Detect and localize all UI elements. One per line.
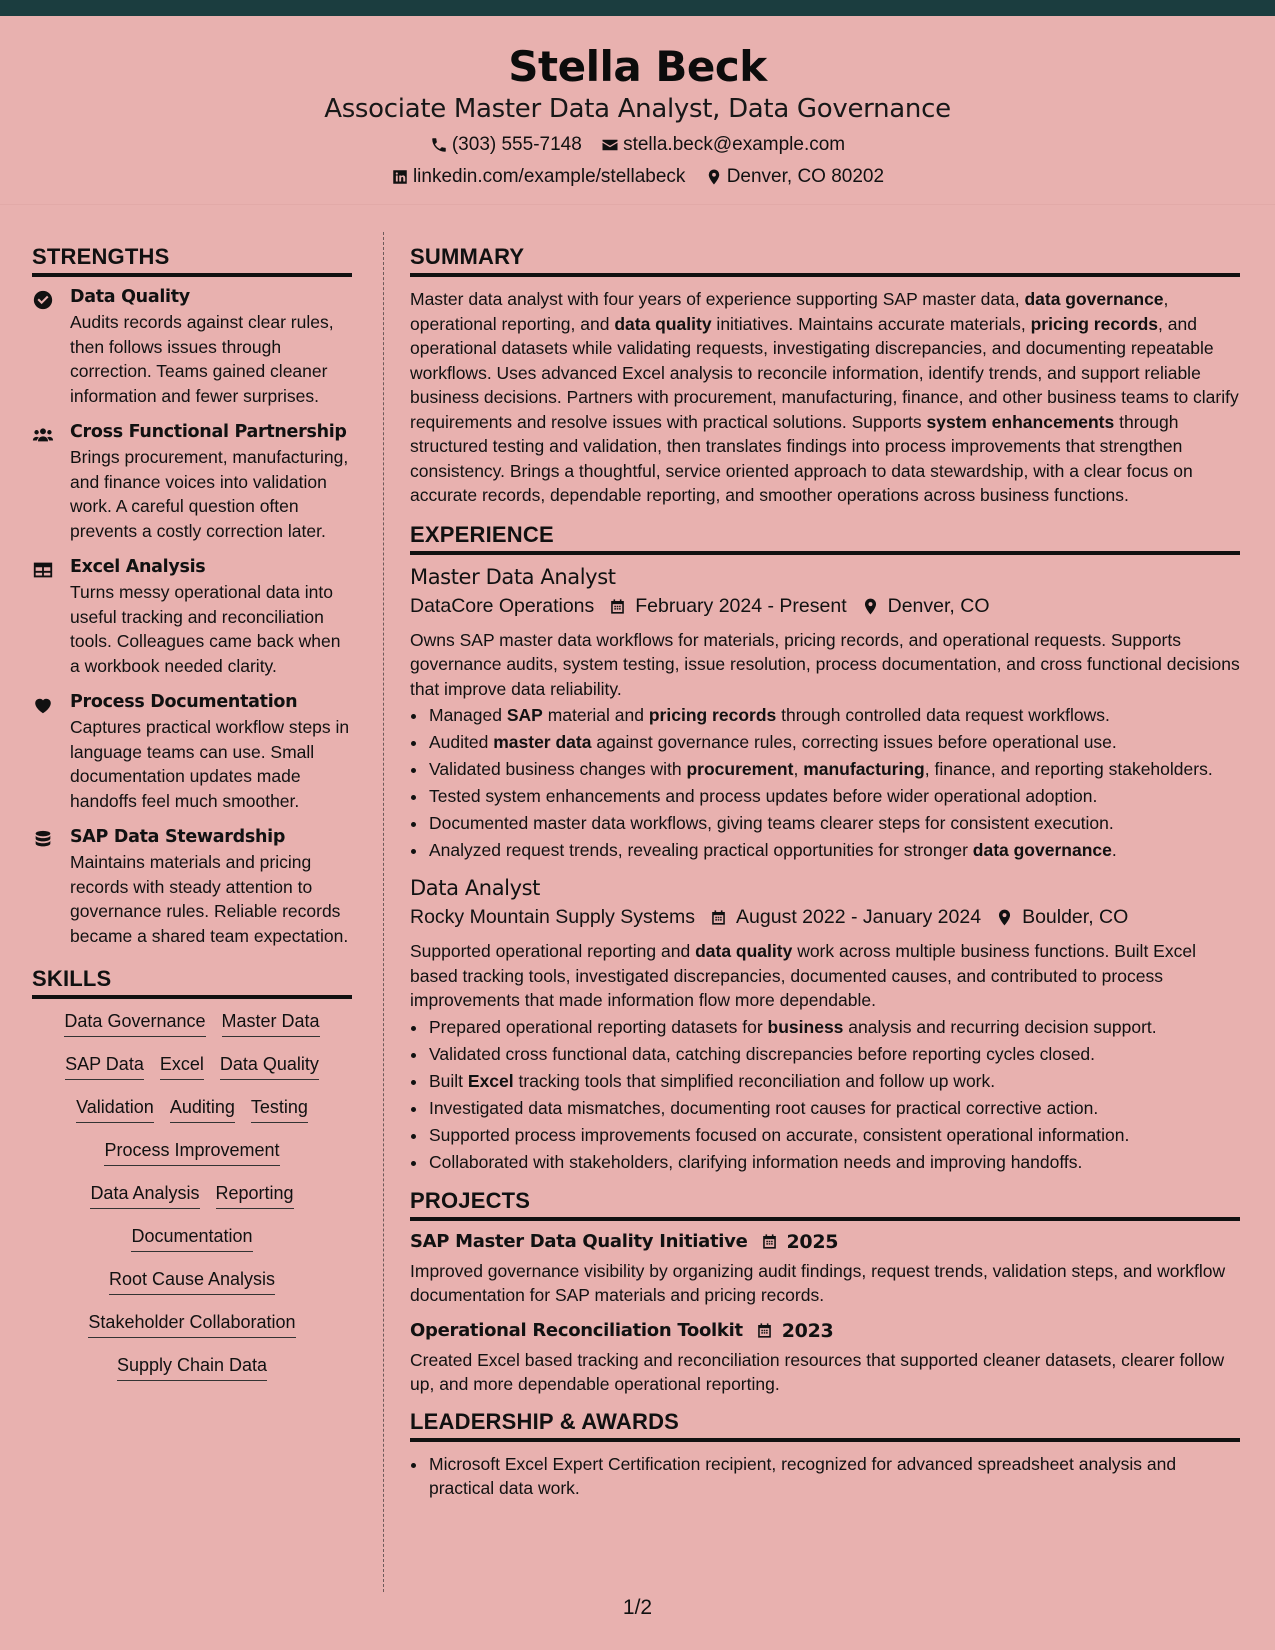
awards-heading: LEADERSHIP & AWARDS	[410, 1409, 1240, 1442]
skill-row	[32, 1009, 352, 1037]
job-description: Owns SAP master data workflows for materials, pricing records, and operational requests. Supports governance audits, system testing, issue resolution, process documentation, and cross functional decisions that improve data reliability.	[410, 629, 1240, 699]
text-span: , and operational datasets while validating requests, investigating discrepancies, and documenting repeatable workflows. Uses advanced Excel analysis to reconcile information, identify trends, and support reliable business decisions. Partners with procurement, manufacturing, finance, and other business teams to clarify requirements and resolve issues with practical solutions. Supports	[410, 313, 1239, 432]
skill-tag: Data Analysis	[90, 1181, 199, 1209]
map-pin-icon	[981, 908, 1022, 927]
contact-line-2	[0, 166, 1275, 192]
bold-keyword: manufacturing	[803, 759, 925, 779]
text-span: Investigated data mismatches, documenting root causes for practical corrective action.	[429, 1097, 1099, 1118]
skills-list	[32, 1009, 352, 1381]
company-name: Rocky Mountain Supply Systems	[410, 906, 696, 928]
job-title: Master Data Analyst	[410, 564, 616, 589]
job-location: Denver, CO	[887, 594, 990, 617]
skill-row	[32, 1267, 352, 1295]
column-divider	[383, 232, 384, 1592]
strength-item	[32, 692, 352, 813]
phone-contact[interactable]	[430, 134, 582, 156]
skill-tag: Data Quality	[220, 1052, 319, 1080]
awards-list	[410, 1452, 1240, 1500]
skill-tag: Master Data	[222, 1009, 320, 1037]
strength-title: Excel Analysis	[70, 557, 206, 577]
bullet-item	[428, 838, 1240, 862]
text-span: tracking tools that simplified reconciliation and follow up work.	[513, 1070, 996, 1091]
skill-row	[32, 1095, 352, 1123]
skill-tag: Reporting	[216, 1181, 294, 1209]
summary-heading: SUMMARY	[410, 244, 1240, 277]
location-text: Denver, CO 80202	[726, 166, 885, 187]
text-span: through controlled data request workflows.	[776, 705, 1110, 725]
users-icon	[32, 424, 56, 448]
strength-desc: Audits records against clear rules, then follows issues through correction. Teams gained cleaner information and fewer surprises.	[70, 312, 334, 406]
phone-icon	[430, 136, 448, 154]
bold-keyword: system enhancements	[926, 411, 1115, 432]
text-span: Supported operational reporting and	[410, 941, 696, 961]
project-header	[410, 1320, 1240, 1342]
job-meta	[410, 906, 1240, 929]
skill-tag: Supply Chain Data	[117, 1353, 267, 1381]
email-text: stella.beck@example.com	[623, 134, 846, 155]
text-span: ,	[793, 759, 804, 779]
skill-tag: Documentation	[131, 1224, 252, 1252]
strength-item	[32, 827, 352, 948]
strength-desc: Brings procurement, manufacturing, and finance voices into validation work. A careful question often prevents a costly correction later.	[70, 447, 349, 541]
bold-keyword: pricing records	[648, 705, 777, 725]
strength-body	[70, 422, 352, 543]
text-span: Analyzed request trends, revealing practical opportunities for stronger	[429, 840, 973, 860]
award-item: • Microsoft Excel Expert Certification recipient, recognized for advanced spreadsheet analysis and practical data work.	[428, 1452, 1240, 1500]
strength-item	[32, 287, 352, 408]
skill-tag: Testing	[251, 1095, 308, 1123]
job-dates: February 2024 - Present	[635, 594, 847, 617]
bullet-item	[428, 730, 1240, 754]
skill-tag: Root Cause Analysis	[109, 1267, 275, 1295]
bold-keyword: procurement	[686, 759, 794, 779]
email-contact[interactable]	[601, 134, 845, 156]
bullet-item	[428, 1069, 1240, 1093]
strength-item	[32, 422, 352, 543]
strength-title: Process Documentation	[70, 692, 298, 712]
job-dates: August 2022 - January 2024	[736, 906, 982, 928]
strength-title: Cross Functional Partnership	[70, 422, 347, 442]
bold-keyword: pricing records	[1030, 313, 1158, 334]
text-span: , operational reporting, and	[410, 289, 1169, 334]
text-span: Validated business changes with	[429, 759, 687, 779]
skill-row	[32, 1052, 352, 1080]
text-span: Built	[429, 1070, 468, 1091]
text-span: .	[1111, 840, 1117, 860]
project-year: 2025	[786, 1230, 839, 1253]
strength-desc: Maintains materials and pricing records with steady attention to governance rules. Reliable records became a shared team expectation.	[70, 852, 349, 946]
linkedin-text: linkedin.com/example/stellabeck	[412, 166, 686, 187]
text-span: , finance, and reporting stakeholders.	[924, 759, 1213, 779]
phone-text: (303) 555-7148	[451, 134, 582, 155]
experience-list	[410, 565, 1240, 1174]
skill-row	[32, 1181, 352, 1209]
text-span: Prepared operational reporting datasets for	[429, 1016, 768, 1037]
bullet-item	[428, 1150, 1240, 1174]
skill-tag: Process Improvement	[104, 1138, 279, 1166]
projects-list	[410, 1231, 1240, 1397]
skill-tag: SAP Data	[65, 1052, 144, 1080]
text-span: Collaborated with stakeholders, clarifying information needs and improving handoffs.	[429, 1151, 1083, 1172]
text-span: Documented master data workflows, giving teams clearer steps for consistent execution.	[429, 813, 1114, 833]
strengths-heading: STRENGTHS	[32, 244, 352, 277]
skill-tag: Validation	[76, 1095, 154, 1123]
strength-title: Data Quality	[70, 287, 190, 307]
strength-body	[70, 287, 352, 408]
skill-tag: Excel	[160, 1052, 204, 1080]
database-icon	[32, 829, 56, 853]
strength-body	[70, 827, 352, 948]
text-span: against governance rules, correcting issues before operational use.	[591, 732, 1117, 752]
strength-title: SAP Data Stewardship	[70, 827, 286, 847]
text-span: Supported process improvements focused on accurate, consistent operational information.	[429, 1124, 1130, 1145]
job-meta	[410, 595, 1240, 618]
page-number: 1/2	[622, 1596, 653, 1619]
job-description	[410, 939, 1240, 1013]
strength-item	[32, 557, 352, 678]
bullet-item	[428, 1015, 1240, 1039]
text-span: material and	[542, 705, 649, 725]
project-year: 2023	[781, 1319, 834, 1342]
left-column	[32, 244, 352, 1396]
map-pin-icon	[847, 597, 888, 616]
project-title: SAP Master Data Quality Initiative	[410, 1231, 748, 1252]
bullet-item	[428, 784, 1240, 808]
check-circle-icon	[32, 289, 56, 313]
bold-keyword: data quality	[614, 313, 712, 334]
table-icon	[32, 559, 56, 583]
skill-row	[32, 1353, 352, 1381]
bold-keyword: master data	[493, 732, 592, 752]
right-column	[410, 244, 1240, 1514]
strength-body	[70, 692, 352, 813]
calendar-icon	[743, 1321, 782, 1340]
bold-keyword: business	[767, 1016, 844, 1037]
resume-header	[0, 16, 1275, 205]
project-title: Operational Reconciliation Toolkit	[410, 1320, 743, 1341]
text-span: work across multiple business functions. Built Excel based tracking tools, investigated discrepancies, documented causes, and contributed to process improvements that made information flow more dependable.	[410, 941, 1196, 1010]
skill-row	[32, 1310, 352, 1338]
text-span: Validated cross functional data, catching discrepancies before reporting cycles closed.	[429, 1043, 1096, 1064]
job-bullets	[410, 1015, 1240, 1174]
company-name: DataCore Operations	[410, 594, 595, 617]
bold-keyword: SAP	[506, 705, 543, 725]
bullet-item	[428, 1096, 1240, 1120]
summary-text	[410, 287, 1240, 508]
text-span: through structured testing and validation, then translates findings into process improvements that strengthen consistency. Brings a thoughtful, service oriented approach to data stewardship, with a clear focus on accurate records, dependable reporting, and smoother operations across business functions.	[410, 411, 1193, 505]
bullet-item	[428, 1123, 1240, 1147]
skill-tag: Stakeholder Collaboration	[88, 1310, 295, 1338]
bullet-item	[428, 703, 1240, 727]
text-span: initiatives. Maintains accurate materials,	[711, 313, 1031, 334]
strength-body	[70, 557, 352, 678]
calendar-icon	[594, 597, 635, 616]
skills-heading: SKILLS	[32, 966, 352, 999]
skill-tag: Data Governance	[64, 1009, 205, 1037]
skill-row	[32, 1224, 352, 1252]
calendar-icon	[748, 1232, 787, 1251]
bullet-item	[428, 757, 1240, 781]
text-span: Master data analyst with four years of experience supporting SAP master data,	[410, 289, 1025, 309]
project-description: Improved governance visibility by organizing audit findings, request trends, validation steps, and workflow documentation for SAP materials and pricing records.	[410, 1260, 1226, 1305]
text-span: analysis and recurring decision support.	[843, 1016, 1157, 1037]
location-contact	[705, 166, 884, 188]
candidate-name: Stella Beck	[508, 42, 767, 91]
job-location: Boulder, CO	[1022, 906, 1129, 928]
project-header	[410, 1231, 1240, 1253]
candidate-title: Associate Master Data Analyst, Data Governance	[324, 94, 951, 124]
bold-keyword: data governance	[1024, 289, 1164, 309]
experience-heading: EXPERIENCE	[410, 522, 1240, 555]
skill-row	[32, 1138, 352, 1166]
linkedin-contact[interactable]	[391, 166, 685, 188]
skill-tag: Auditing	[170, 1095, 235, 1123]
map-pin-icon	[705, 168, 723, 186]
bold-keyword: Excel	[467, 1070, 514, 1091]
projects-heading: PROJECTS	[410, 1188, 1240, 1221]
text-span: Audited	[429, 732, 494, 752]
strength-desc: Turns messy operational data into useful tracking and reconciliation tools. Colleagues came back when a workbook needed clarity.	[70, 582, 341, 676]
job-bullets	[410, 703, 1240, 862]
envelope-icon	[601, 136, 619, 154]
linkedin-icon	[391, 168, 409, 186]
bold-keyword: data quality	[695, 941, 793, 961]
project-description: Created Excel based tracking and reconciliation resources that supported cleaner datasets, clearer follow up, and more dependable operational reporting.	[410, 1349, 1225, 1394]
bullet-item	[428, 811, 1240, 835]
heart-icon	[32, 694, 56, 718]
contact-line-1	[0, 134, 1275, 160]
bold-keyword: data governance	[972, 840, 1112, 860]
strength-desc: Captures practical workflow steps in language teams can use. Small documentation updates made handoffs feel much smoother.	[70, 717, 350, 811]
strengths-list	[32, 287, 352, 948]
top-accent-bar	[0, 0, 1275, 16]
calendar-icon	[695, 908, 736, 927]
job-title: Data Analyst	[410, 876, 540, 900]
text-span: Managed	[429, 705, 507, 725]
text-span: Tested system enhancements and process updates before wider operational adoption.	[429, 786, 1098, 806]
bullet-item	[428, 1042, 1240, 1066]
